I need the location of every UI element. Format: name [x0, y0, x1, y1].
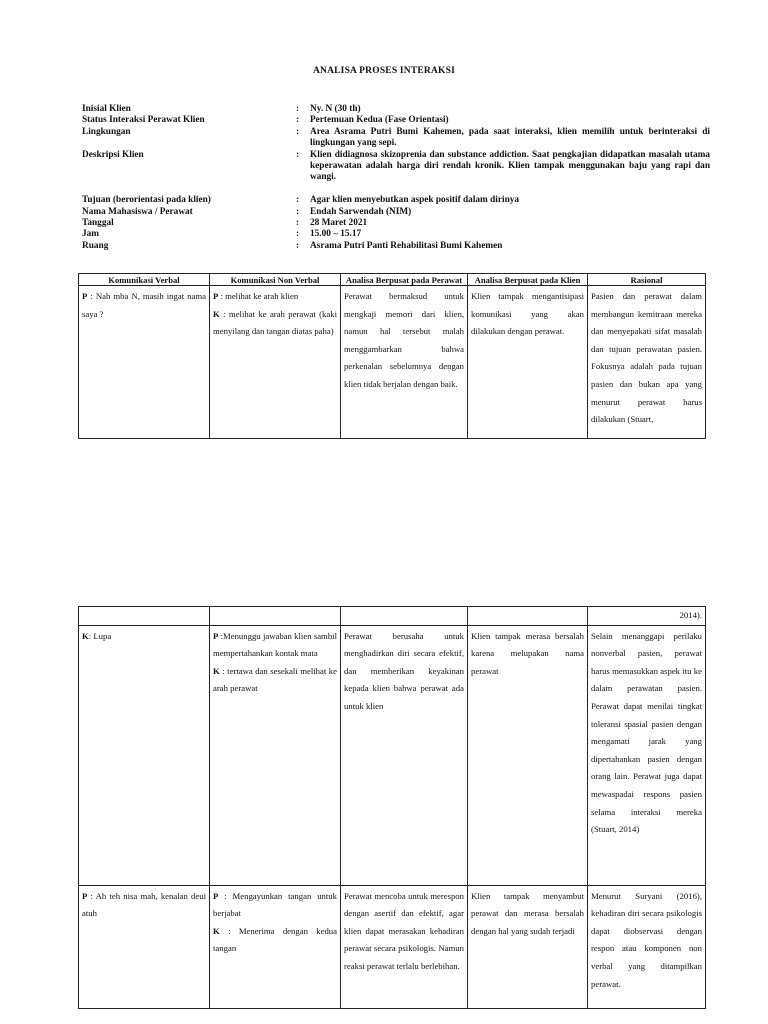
info-value: 28 Maret 2021	[310, 218, 368, 229]
info-label: Tanggal	[82, 218, 114, 229]
info-row-nama: Nama Mahasiswa / Perawat : Endah Sarwendah (NIM)	[82, 207, 710, 218]
info-row-status: Status Interaksi Perawat Klien : Pertemuan Kedua (Fase Orientasi)	[82, 115, 710, 126]
header-klien: Analisa Berpusat pada Klien	[468, 274, 588, 286]
info-row-deskripsi: Deskripsi Klien : Klien didiagnosa skizoprenia dan substance addiction. Saat pengkajian didapatkan masalah utama keperawatan adalah harga diri rendah kronik. Klien tampak menggunakan baju yang rapi dan wangi.	[82, 149, 710, 183]
cell-rasional-cont: 2014).	[588, 607, 706, 626]
cell-verbal: K: Lupa	[79, 625, 210, 885]
header-rasional: Rasional	[588, 274, 706, 286]
info-value: Ny. N (30 th)	[310, 104, 361, 114]
cell-rasional: Menurut Suryani (2016), kehadiran diri secara psikologis dapat diobservasi dengan respon atau komponen non verbal yang ditampilkan perawat.	[588, 885, 706, 1008]
cell-perawat: Perawat bermaksud untuk mengkaji memori dari klien, namun hal tersebut malah menggambarkan bahwa perkenalan sebelumnya dengan klien tidak berjalan dengan baik.	[341, 286, 468, 439]
info-row-ruang: Ruang : Asrama Putri Panti Rehabilitasi Bumi Kahemen	[82, 241, 710, 252]
cell-perawat: Perawat mencoba untuk merespon dengan asertif dan efektif, agar klien dapat merasakan kehadiran perawat secara psikologis. Namun reaksi perawat terlalu berlebihan.	[341, 885, 468, 1008]
info-value: 15.00 – 15.17	[310, 229, 362, 240]
info-label: Status Interaksi Perawat Klien	[82, 115, 205, 126]
info-label: Ruang	[82, 240, 109, 251]
cell-verbal: P : Ah teh nisa mah, kenalan deui atuh	[79, 885, 210, 1008]
header-verbal: Komunikasi Verbal	[79, 274, 210, 286]
info-value: Agar klien menyebutkan aspek positif dalam dirinya	[310, 195, 520, 206]
info-value: Asrama Putri Panti Rehabilitasi Bumi Kahemen	[310, 240, 503, 251]
table-row-continued	[79, 607, 706, 626]
cell-rasional: Pasien dan perawat dalam membangun kemitraan mereka dan menyepakati sifat masalah dan tujuan perawatan pasien. Fokusnya adalah pada tujuan pasien dan bukan apa yang menurut perawat harus dilakukan (Stuart,	[588, 286, 706, 439]
table-row	[79, 885, 706, 1008]
header-nonverbal: Komunikasi Non Verbal	[210, 274, 341, 286]
info-value: Endah Sarwendah (NIM)	[310, 206, 412, 217]
info-label: Inisial Klien	[82, 104, 131, 114]
info-row-tujuan: Tujuan (berorientasi pada klien) : Agar klien menyebutkan aspek positif dalam dirinya	[82, 195, 710, 206]
info-value: Area Asrama Putri Bumi Kahemen, pada saat interaksi, klien memilih untuk berinteraksi di lingkungan yang sepi.	[310, 126, 710, 149]
info-row-tanggal: Tanggal : 28 Maret 2021	[82, 218, 710, 229]
cell-perawat: Perawat berusaha untuk menghadirkan diri secara efektif, dan memberikan keyakinan kepada klien bahwa perawat ada untuk klien	[341, 625, 468, 885]
cell-klien: Klien tampak menyambut perawat dan merasa bersalah dengan hal yang sudah terjadi	[468, 885, 588, 1008]
table-row	[79, 286, 706, 439]
cell-nonverbal: P : Mengayunkan tangan untuk berjabat K : Menerima dengan kedua tangan	[210, 885, 341, 1008]
info-row-lingkungan: Lingkungan : Area Asrama Putri Bumi Kahemen, pada saat interaksi, klien memilih untuk berinteraksi di lingkungan yang sepi.	[82, 126, 710, 149]
info-label: Deskripsi Klien	[82, 149, 144, 160]
interaction-table-page2	[78, 606, 706, 1009]
header-perawat: Analisa Berpusat pada Perawat	[341, 274, 468, 286]
table-header-row	[79, 274, 706, 286]
cell-verbal: P : Nah mba N, masih ingat nama saya ?	[79, 286, 210, 439]
cell-rasional: Selain menanggapi perilaku nonverbal pasien, perawat harus memasukkan aspek itu ke dalam perawatan pasien. Perawat dapat menilai tingkat toleransi spasial pasien dengan mengamati jarak yang dipertahankan pasien dengan orang lain. Perawat juga dapat mewaspadai respons pasien selama interaksi mereka (Stuart, 2014)	[588, 625, 706, 885]
info-row-inisial: Inisial Klien : Ny. N (30 th)	[82, 104, 710, 115]
document-title: ANALISA PROSES INTERAKSI	[312, 66, 456, 76]
cell-nonverbal: P :Menunggu jawaban klien sambil mempertahankan kontak mata K : tertawa dan sesekali melihat ke arah perawat	[210, 625, 341, 885]
interaction-table-page1	[78, 273, 706, 439]
info-value: Pertemuan Kedua (Fase Orientasi)	[310, 115, 449, 126]
info-label: Tujuan (berorientasi pada klien)	[82, 195, 211, 206]
cell-nonverbal: P : melihat ke arah klien K : melihat ke arah perawat (kaki menyilang dan tangan diatas paha)	[210, 286, 341, 439]
info-value: Klien didiagnosa skizoprenia dan substance addiction. Saat pengkajian didapatkan masalah utama keperawatan adalah harga diri rendah kronik. Klien tampak menggunakan baju yang rapi dan wangi.	[310, 149, 710, 183]
table-row	[79, 625, 706, 885]
cell-klien: Klien tampak merasa bersalah karena melupakan nama perawat	[468, 625, 588, 885]
info-label: Nama Mahasiswa / Perawat	[82, 206, 193, 217]
info-row-jam: Jam : 15.00 – 15.17	[82, 229, 710, 240]
client-info-block	[82, 104, 710, 252]
info-label: Jam	[82, 229, 100, 240]
cell-klien: Klien tampak mengantisipasi komunikasi yang akan dilakukan dengan perawat.	[468, 286, 588, 439]
info-label: Lingkungan	[82, 126, 131, 137]
